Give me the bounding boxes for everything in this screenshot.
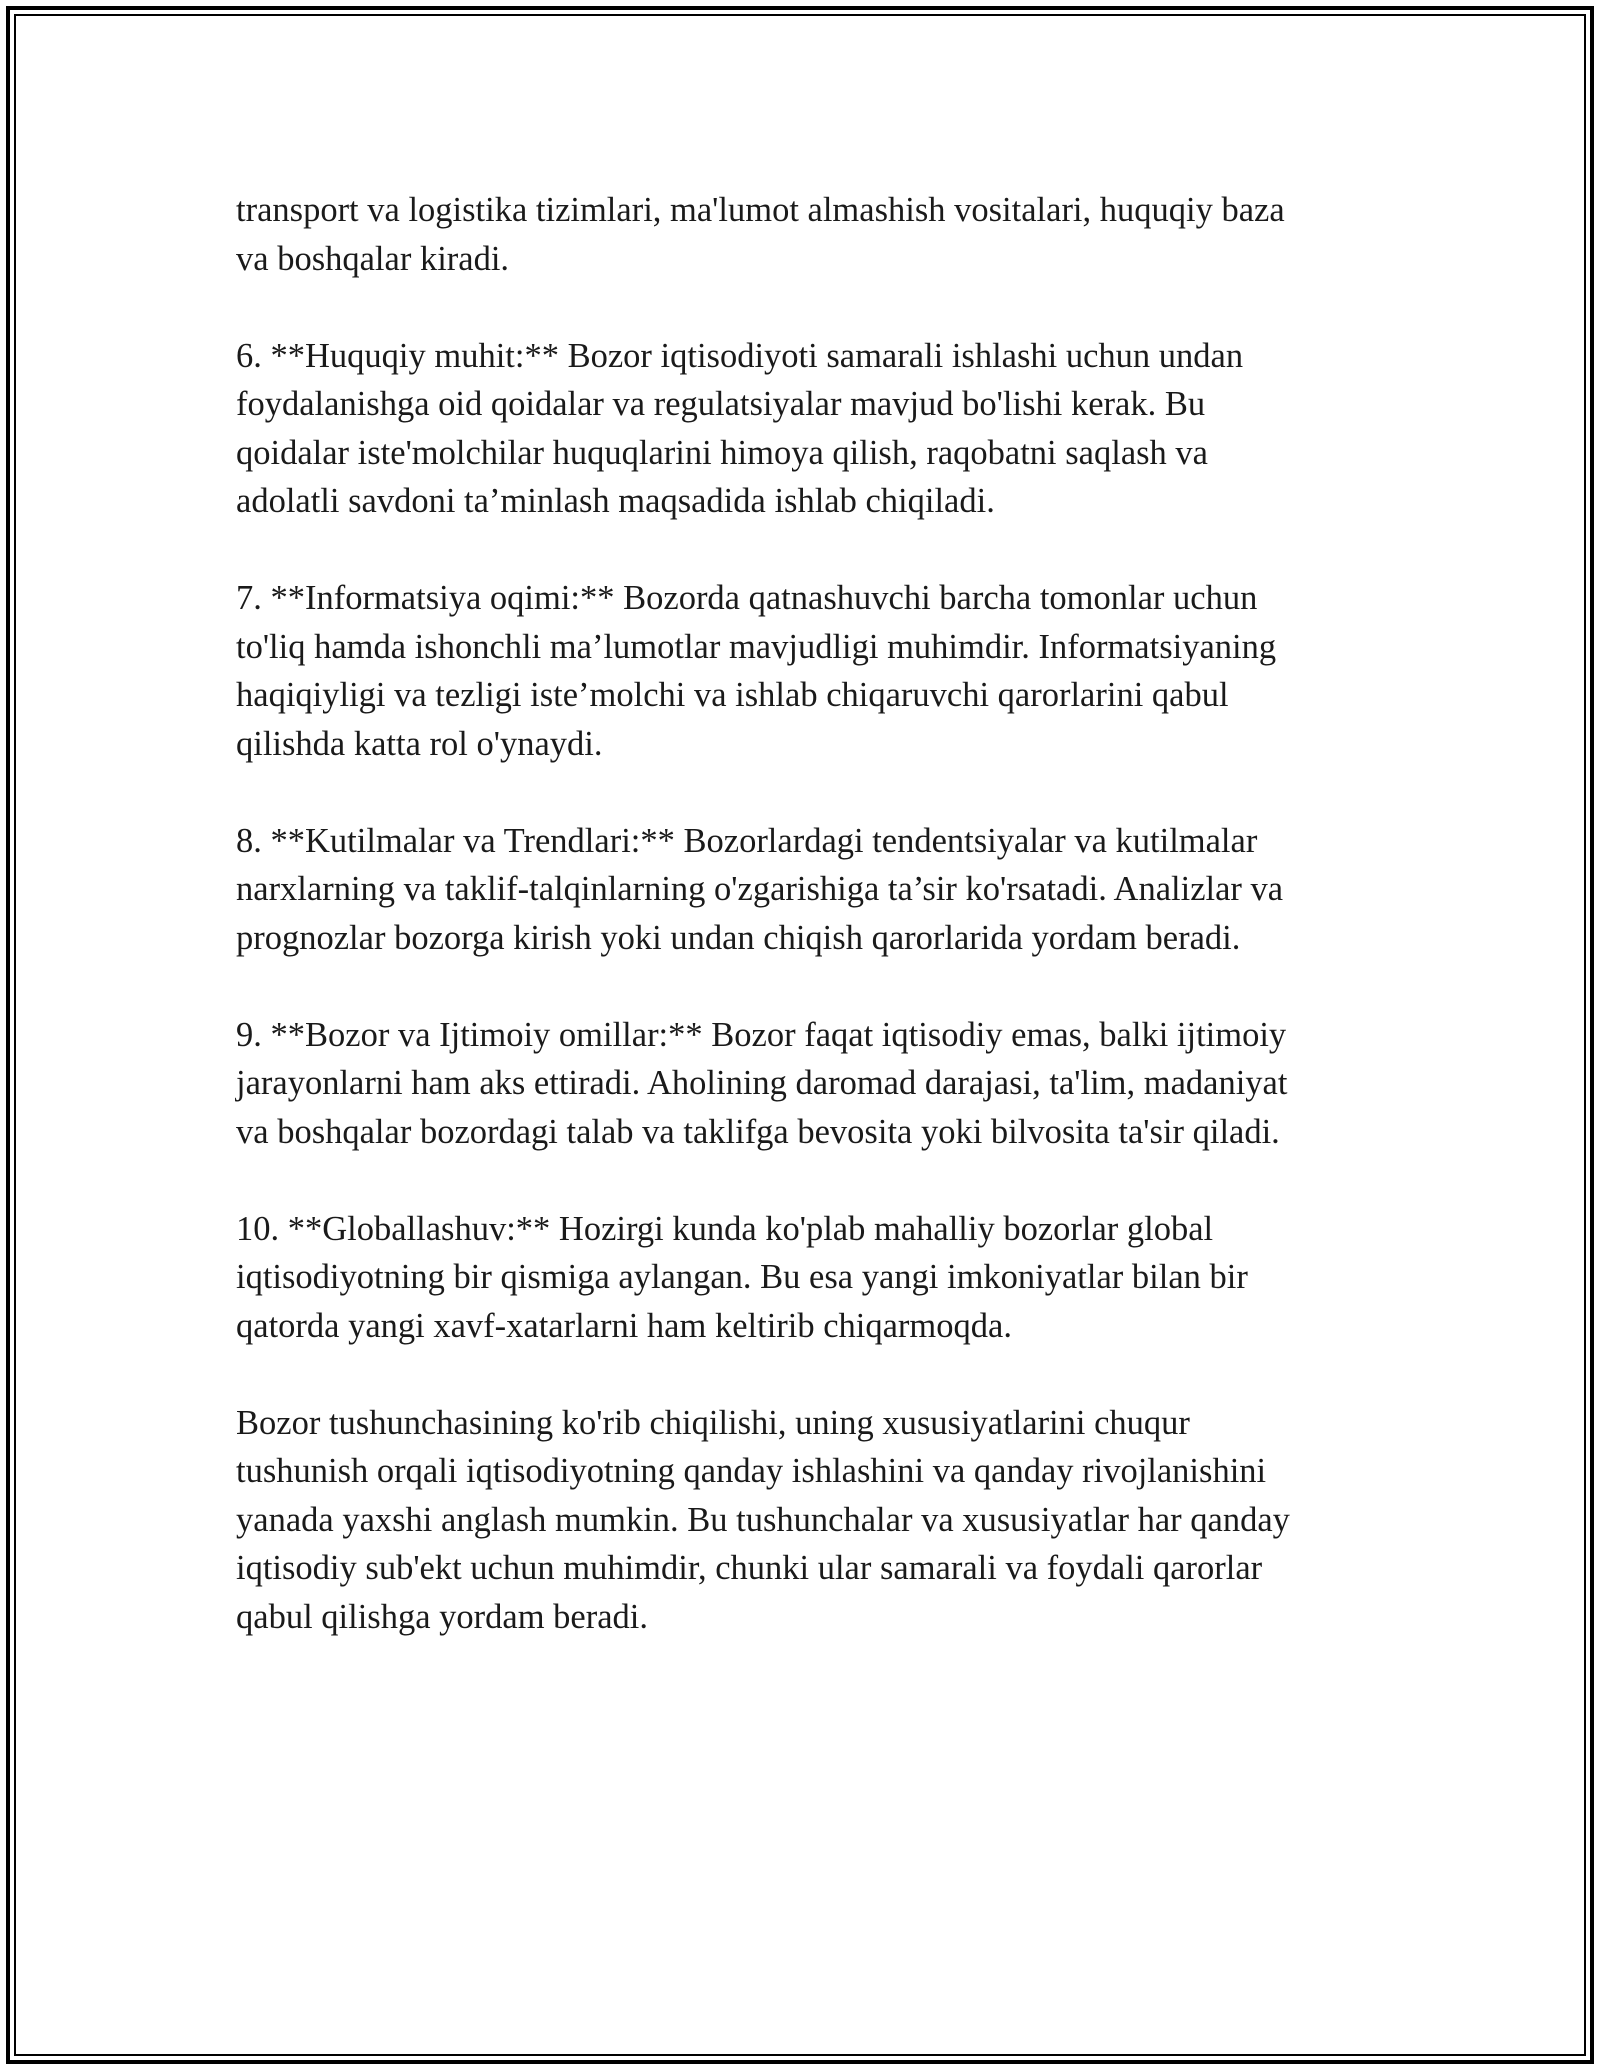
paragraph-conclusion: Bozor tushunchasining ko'rib chiqilishi, uning xususiyatlarini chuqur tushunish orqali iqtisodiyotning qanday ishlashini va qanday rivojlanishini yanada yaxshi anglash mumkin. Bu tushunchalar va xususiyatlar har qanday iqtisodiy sub'ekt uchun muhimdir, chunki ular samarali va foydali qarorlar qabul qilishga yordam beradi. xyxy=(236,1403,1290,1636)
paragraph-continuation: transport va logistika tizimlari, ma'lumot almashish vositalari, huquqiy baza va boshqalar kiradi. xyxy=(236,191,1285,278)
paragraph-ijtimoiy-omillar: 9. **Bozor va Ijtimoiy omillar:** Bozor faqat iqtisodiy emas, balki ijtimoiy jarayonlarni ham aks ettiradi. Aholining daromad darajasi, ta'lim, madaniyat va boshqalar bozordagi talab va taklifga bevosita yoki bilvosita ta'sir qiladi. xyxy=(236,1015,1288,1151)
paragraph-globallashuv: 10. **Globallashuv:** Hozirgi kunda ko'plab mahalliy bozorlar global iqtisodiyotning bir qismiga aylangan. Bu esa yangi imkoniyatlar bilan bir qatorda yangi xavf-xatarlarni ham keltirib chiqarmoqda. xyxy=(236,1209,1248,1345)
document-body xyxy=(236,186,1376,1690)
paragraph-kutilmalar-trendlari: 8. **Kutilmalar va Trendlari:** Bozorlardagi tendentsiyalar va kutilmalar narxlarning va taklif-talqinlarning o'zgarishiga ta’sir ko'rsatadi. Analizlar va prognozlar bozorga kirish yoki undan chiqish qarorlarida yordam beradi. xyxy=(236,821,1284,957)
paragraph-huquqiy-muhit: 6. **Huquqiy muhit:** Bozor iqtisodiyoti samarali ishlashi uchun undan foydalanishga oid qoidalar va regulatsiyalar mavjud bo'lishi kerak. Bu qoidalar iste'molchilar huquqlarini himoya qilish, raqobatni saqlash va adolatli savdoni ta’minlash maqsadida ishlab chiqiladi. xyxy=(236,336,1244,520)
paragraph-informatsiya-oqimi: 7. **Informatsiya oqimi:** Bozorda qatnashuvchi barcha tomonlar uchun to'liq hamda ishonchli ma’lumotlar mavjudligi muhimdir. Informatsiyaning haqiqiyligi va tezligi iste’molchi va ishlab chiqaruvchi qarorlarini qabul qilishda katta rol o'ynaydi. xyxy=(236,579,1277,763)
